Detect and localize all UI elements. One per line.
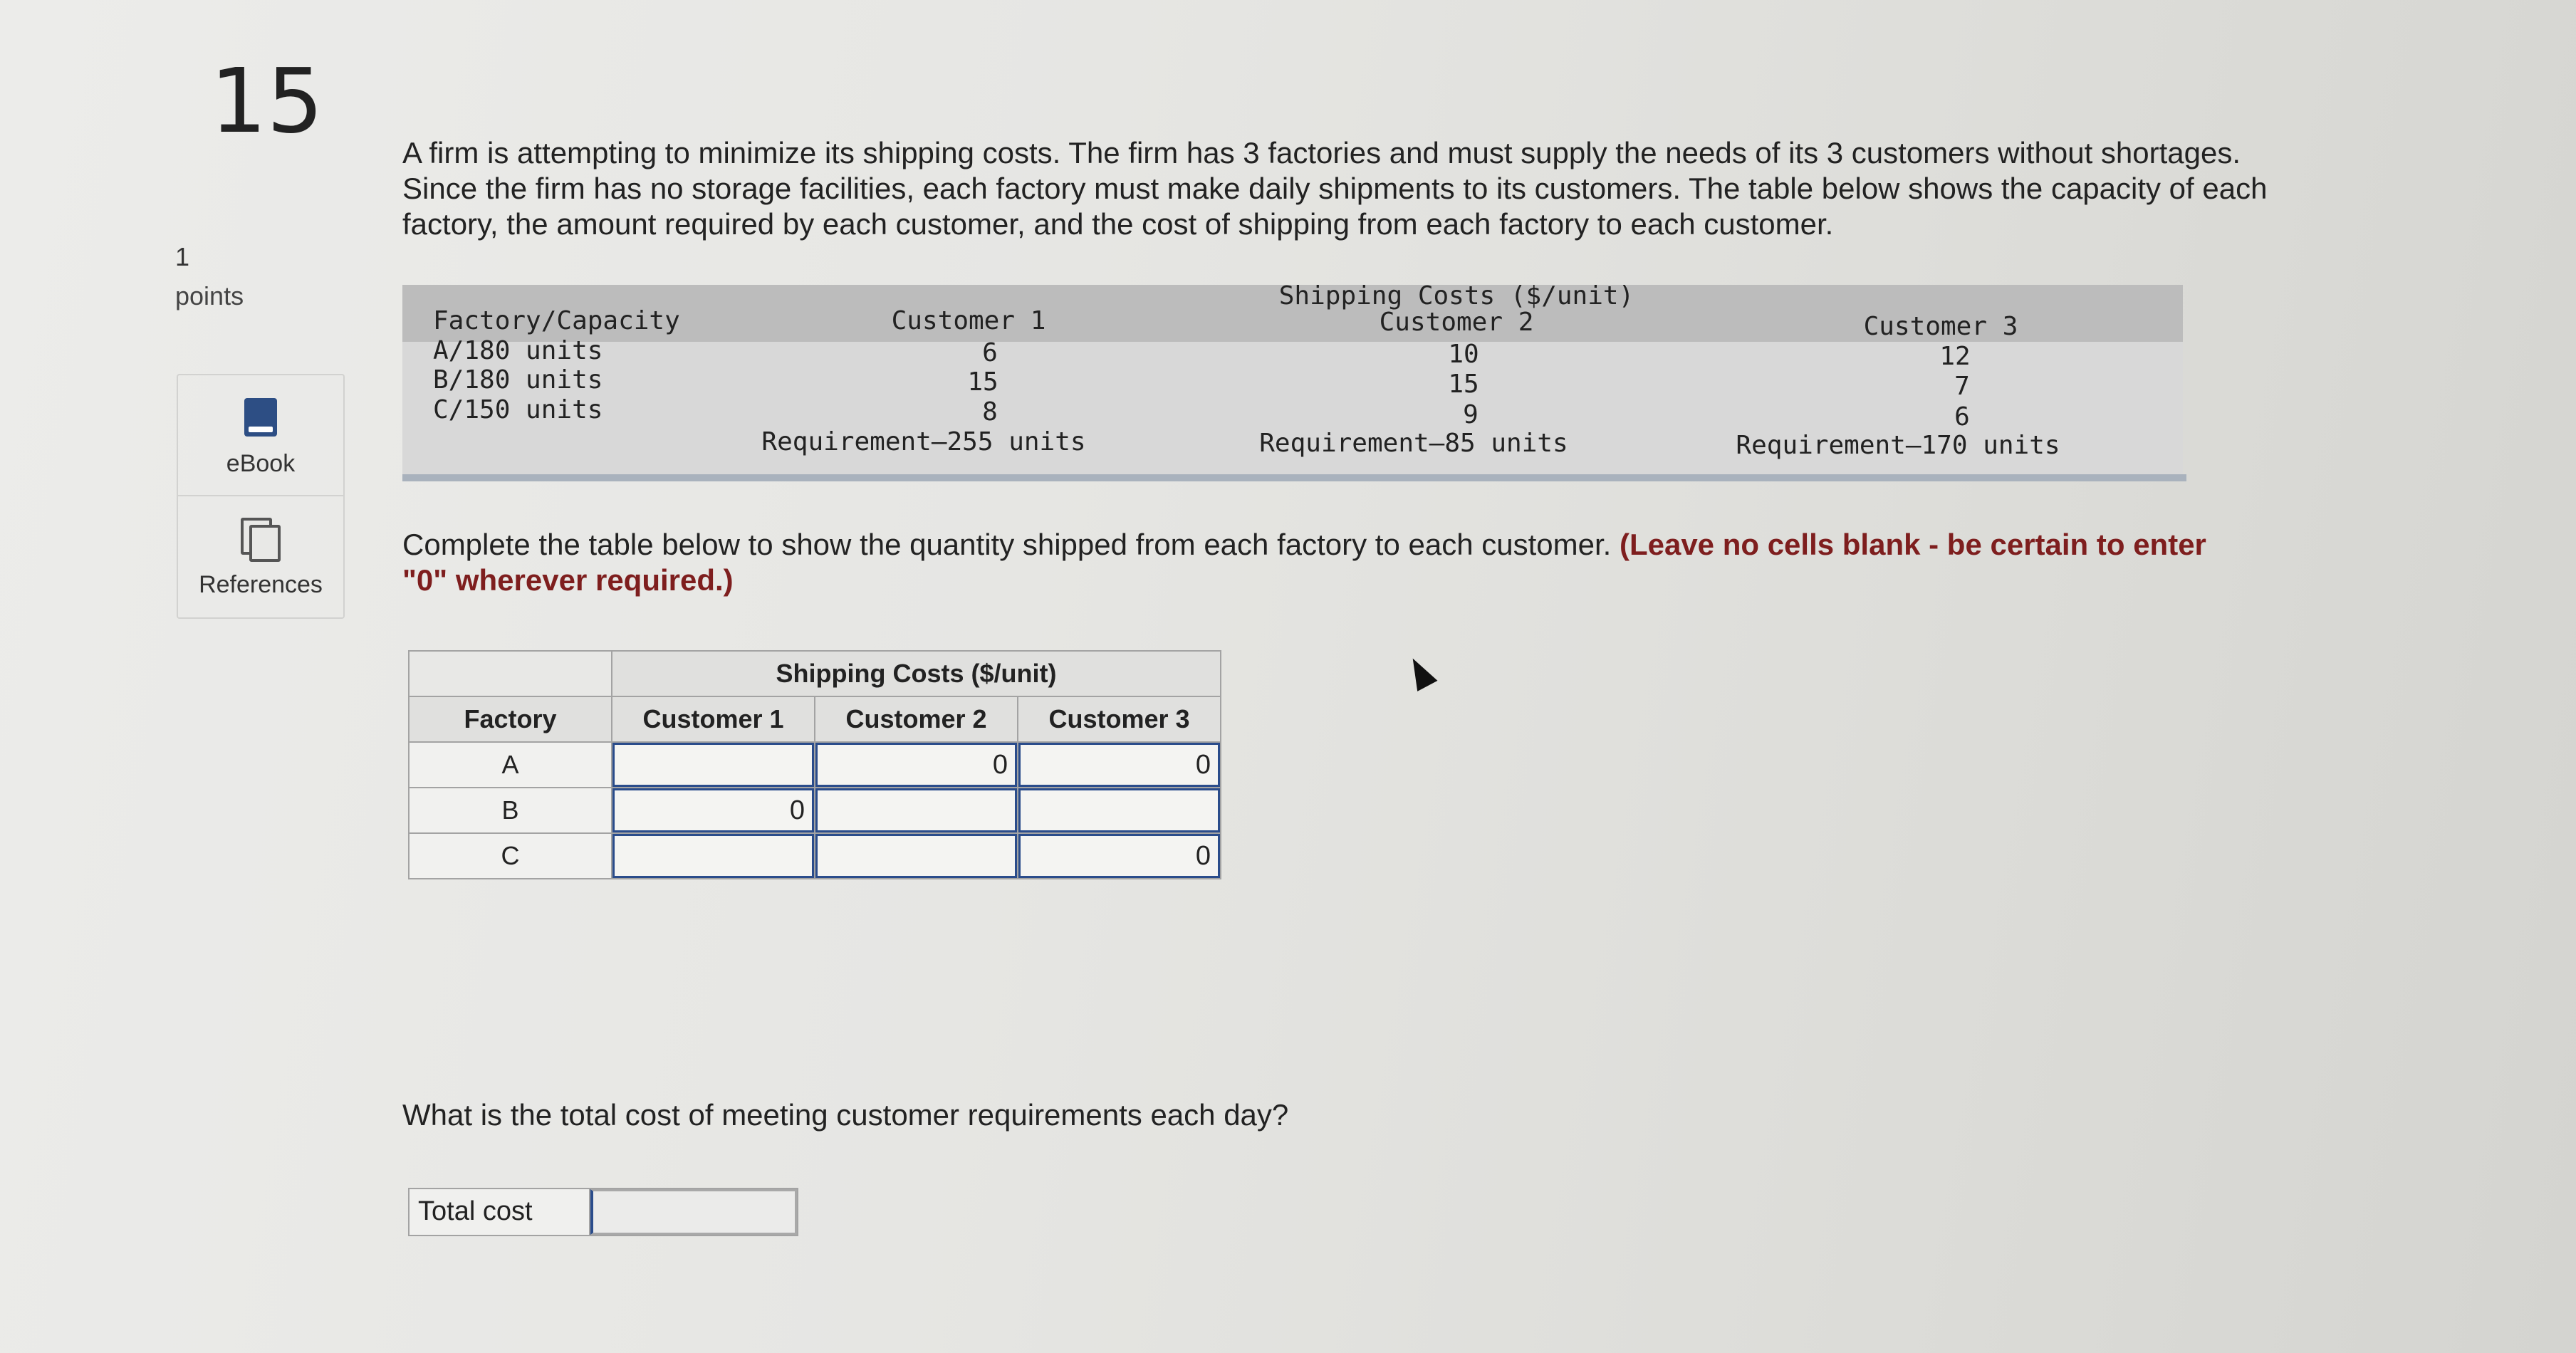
table-row bbox=[409, 742, 1221, 788]
copy-icon bbox=[241, 518, 281, 558]
customer-column-header: Customer 3 bbox=[1018, 696, 1221, 742]
image-table-factory: C/150 units bbox=[433, 395, 603, 424]
quantity-input-b-customer-1[interactable] bbox=[612, 788, 814, 832]
quantity-input-a-customer-3[interactable] bbox=[1018, 743, 1220, 787]
total-cost-question: What is the total cost of meeting customer requirements each day? bbox=[402, 1098, 1289, 1132]
total-cost-input[interactable] bbox=[590, 1189, 797, 1235]
image-table-factory: A/180 units bbox=[433, 336, 603, 365]
question-prompt: A firm is attempting to minimize its shipping costs. The firm has 3 factories and must supply the needs of its 3 customers without shortages. Since the firm has no storage facilities, each factory must make daily shipments to its customers. The table below shows the capacity of each factory, the amount required by each customer, and the cost of shipping from each factory to each customer. bbox=[402, 136, 2268, 241]
ebook-label: eBook bbox=[226, 450, 296, 477]
ebook-button[interactable] bbox=[178, 398, 343, 478]
image-table-cost: 7 bbox=[1954, 372, 1970, 401]
image-table-factory: B/180 units bbox=[433, 365, 603, 395]
resource-sidebar bbox=[177, 374, 345, 619]
image-table-customer-header: Customer 3 bbox=[1863, 312, 2018, 341]
table-corner-cell bbox=[409, 651, 612, 696]
total-cost-row bbox=[408, 1188, 798, 1236]
customer-column-header: Customer 2 bbox=[815, 696, 1018, 742]
instructions bbox=[402, 527, 2254, 598]
image-table-customer-header: Customer 2 bbox=[1379, 308, 1534, 337]
image-table-cost: 15 bbox=[1448, 370, 1479, 399]
image-table-cost: 10 bbox=[1448, 340, 1479, 369]
points-value: 1 bbox=[175, 242, 190, 271]
shipping-cost-image-table bbox=[402, 281, 2183, 477]
image-table-title: Shipping Costs ($/unit) bbox=[1278, 281, 1634, 310]
references-button[interactable] bbox=[178, 518, 343, 599]
quantity-input-c-customer-2[interactable] bbox=[815, 834, 1017, 878]
image-table-cost: 6 bbox=[982, 338, 998, 367]
sidebar-divider bbox=[178, 495, 343, 496]
image-table-cost: 12 bbox=[1939, 342, 1971, 371]
image-table-customer-header: Customer 1 bbox=[891, 306, 1046, 335]
instructions-text: Complete the table below to show the quantity shipped from each factory to each customer. bbox=[402, 528, 1620, 561]
factory-label: B bbox=[409, 788, 612, 833]
table-row bbox=[409, 833, 1221, 879]
quantity-input-a-customer-2[interactable] bbox=[815, 743, 1017, 787]
shipment-input-table bbox=[408, 650, 1221, 879]
table-row bbox=[409, 788, 1221, 833]
factory-column-header: Factory bbox=[409, 696, 612, 742]
image-table-factory-header: Factory/Capacity bbox=[433, 306, 680, 335]
references-label: References bbox=[199, 571, 323, 598]
image-table-cost: 9 bbox=[1463, 400, 1479, 429]
image-table-requirement: Requirement—85 units bbox=[1259, 429, 1568, 458]
image-table-requirement: Requirement—170 units bbox=[1736, 431, 2060, 460]
factory-label: C bbox=[409, 833, 612, 879]
quantity-input-c-customer-1[interactable] bbox=[612, 834, 814, 878]
quantity-input-b-customer-3[interactable] bbox=[1018, 788, 1220, 832]
mouse-pointer-icon bbox=[1403, 653, 1438, 691]
quantity-input-c-customer-3[interactable] bbox=[1018, 834, 1220, 878]
image-table-cost: 15 bbox=[967, 367, 998, 397]
total-cost-label: Total cost bbox=[410, 1189, 590, 1235]
question-number: 15 bbox=[210, 50, 324, 153]
factory-label: A bbox=[409, 742, 612, 788]
table-group-header: Shipping Costs ($/unit) bbox=[612, 651, 1221, 696]
quantity-input-b-customer-2[interactable] bbox=[815, 788, 1017, 832]
points-label: points bbox=[175, 281, 244, 310]
customer-column-header: Customer 1 bbox=[612, 696, 815, 742]
image-table-bottom-border bbox=[402, 474, 2186, 481]
image-table-cost: 8 bbox=[982, 397, 998, 427]
quantity-input-a-customer-1[interactable] bbox=[612, 743, 814, 787]
book-icon bbox=[244, 398, 277, 437]
instructions-emphasis: (Leave no cells blank - be certain to enter "0" wherever required.) bbox=[402, 528, 2206, 597]
image-table-requirement: Requirement—255 units bbox=[761, 427, 1086, 456]
image-table-cost: 6 bbox=[1954, 402, 1970, 432]
